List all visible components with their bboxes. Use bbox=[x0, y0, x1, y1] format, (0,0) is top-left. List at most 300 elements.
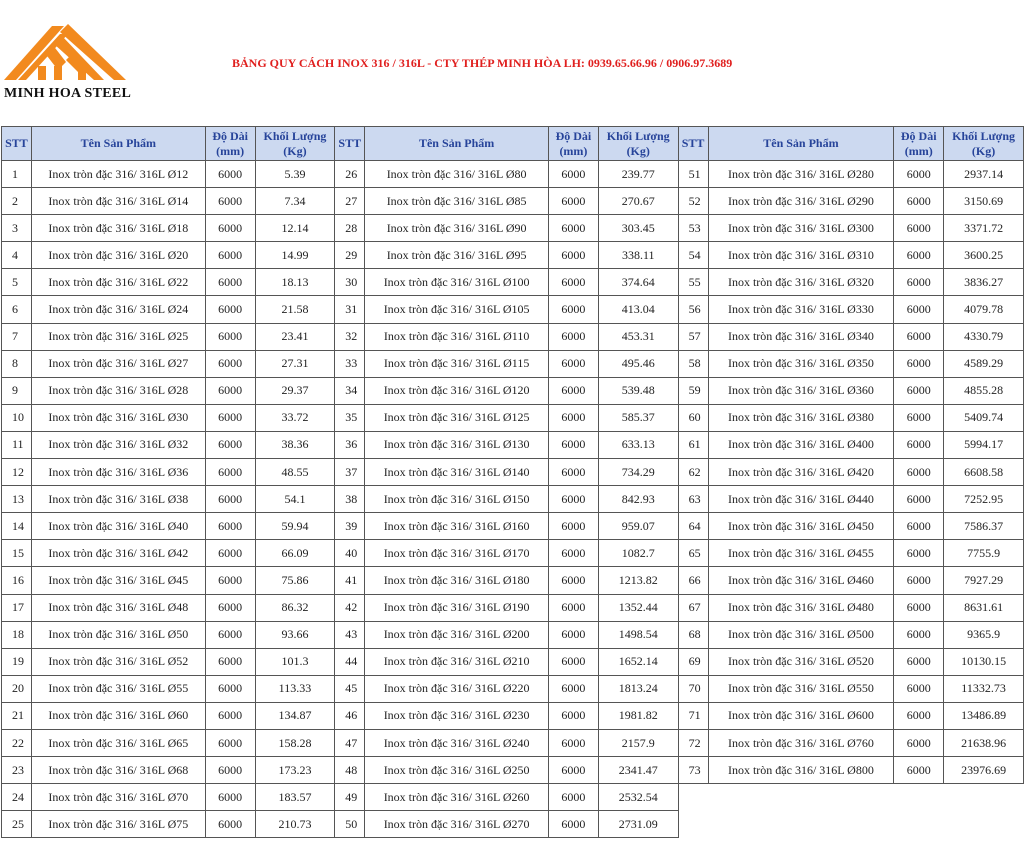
cell-length: 6000 bbox=[205, 621, 255, 648]
cell-name: Inox tròn đặc 316/ 316L Ø90 bbox=[365, 215, 549, 242]
cell-stt: 37 bbox=[335, 459, 365, 486]
cell-length: 6000 bbox=[205, 323, 255, 350]
cell-length: 6000 bbox=[549, 540, 599, 567]
spec-table-body bbox=[2, 161, 1024, 838]
cell-name: Inox tròn đặc 316/ 316L Ø68 bbox=[31, 757, 205, 784]
cell-weight: 10130.15 bbox=[944, 648, 1024, 675]
cell-name: Inox tròn đặc 316/ 316L Ø280 bbox=[708, 161, 894, 188]
cell-weight: 374.64 bbox=[598, 269, 678, 296]
cell-length: 6000 bbox=[549, 323, 599, 350]
spec-table bbox=[1, 126, 1024, 838]
cell-name: Inox tròn đặc 316/ 316L Ø170 bbox=[365, 540, 549, 567]
table-row bbox=[2, 567, 1024, 594]
cell-stt: 29 bbox=[335, 242, 365, 269]
table-row bbox=[2, 161, 1024, 188]
cell-weight: 413.04 bbox=[598, 296, 678, 323]
cell-length: 6000 bbox=[549, 757, 599, 784]
cell-weight: 5.39 bbox=[255, 161, 335, 188]
table-row bbox=[2, 269, 1024, 296]
cell-name: Inox tròn đặc 316/ 316L Ø480 bbox=[708, 594, 894, 621]
cell-name: Inox tròn đặc 316/ 316L Ø115 bbox=[365, 350, 549, 377]
cell-weight: 3836.27 bbox=[944, 269, 1024, 296]
header-stt: STT bbox=[678, 127, 708, 161]
cell-weight: 734.29 bbox=[598, 459, 678, 486]
cell-weight: 8631.61 bbox=[944, 594, 1024, 621]
table-row bbox=[2, 540, 1024, 567]
empty-cell bbox=[678, 811, 708, 838]
cell-length: 6000 bbox=[894, 594, 944, 621]
cell-stt: 56 bbox=[678, 296, 708, 323]
cell-name: Inox tròn đặc 316/ 316L Ø290 bbox=[708, 188, 894, 215]
cell-weight: 134.87 bbox=[255, 702, 335, 729]
cell-length: 6000 bbox=[894, 675, 944, 702]
cell-stt: 18 bbox=[2, 621, 32, 648]
cell-stt: 53 bbox=[678, 215, 708, 242]
cell-weight: 13486.89 bbox=[944, 702, 1024, 729]
header-weight: Khối Lượng (Kg) bbox=[255, 127, 335, 161]
cell-weight: 270.67 bbox=[598, 188, 678, 215]
cell-stt: 49 bbox=[335, 784, 365, 811]
cell-stt: 31 bbox=[335, 296, 365, 323]
cell-weight: 18.13 bbox=[255, 269, 335, 296]
cell-stt: 35 bbox=[335, 404, 365, 431]
cell-name: Inox tròn đặc 316/ 316L Ø24 bbox=[31, 296, 205, 323]
empty-cell bbox=[944, 784, 1024, 811]
cell-stt: 3 bbox=[2, 215, 32, 242]
cell-length: 6000 bbox=[894, 404, 944, 431]
cell-stt: 36 bbox=[335, 431, 365, 458]
cell-stt: 57 bbox=[678, 323, 708, 350]
cell-stt: 23 bbox=[2, 757, 32, 784]
cell-length: 6000 bbox=[549, 215, 599, 242]
cell-name: Inox tròn đặc 316/ 316L Ø55 bbox=[31, 675, 205, 702]
header-stt: STT bbox=[335, 127, 365, 161]
cell-stt: 1 bbox=[2, 161, 32, 188]
table-row bbox=[2, 486, 1024, 513]
cell-length: 6000 bbox=[894, 215, 944, 242]
cell-name: Inox tròn đặc 316/ 316L Ø400 bbox=[708, 431, 894, 458]
cell-length: 6000 bbox=[549, 675, 599, 702]
cell-name: Inox tròn đặc 316/ 316L Ø105 bbox=[365, 296, 549, 323]
cell-stt: 30 bbox=[335, 269, 365, 296]
cell-weight: 7.34 bbox=[255, 188, 335, 215]
cell-stt: 25 bbox=[2, 811, 32, 838]
cell-stt: 65 bbox=[678, 540, 708, 567]
header-name: Tên Sản Phẩm bbox=[31, 127, 205, 161]
cell-weight: 842.93 bbox=[598, 486, 678, 513]
cell-stt: 45 bbox=[335, 675, 365, 702]
cell-length: 6000 bbox=[205, 431, 255, 458]
cell-name: Inox tròn đặc 316/ 316L Ø20 bbox=[31, 242, 205, 269]
cell-name: Inox tròn đặc 316/ 316L Ø12 bbox=[31, 161, 205, 188]
cell-name: Inox tròn đặc 316/ 316L Ø210 bbox=[365, 648, 549, 675]
cell-name: Inox tròn đặc 316/ 316L Ø600 bbox=[708, 702, 894, 729]
cell-length: 6000 bbox=[894, 486, 944, 513]
cell-stt: 47 bbox=[335, 729, 365, 756]
table-row bbox=[2, 242, 1024, 269]
cell-weight: 1498.54 bbox=[598, 621, 678, 648]
cell-weight: 3600.25 bbox=[944, 242, 1024, 269]
table-row bbox=[2, 784, 1024, 811]
cell-length: 6000 bbox=[549, 784, 599, 811]
cell-stt: 19 bbox=[2, 648, 32, 675]
cell-weight: 21.58 bbox=[255, 296, 335, 323]
cell-stt: 59 bbox=[678, 377, 708, 404]
header-weight: Khối Lượng (Kg) bbox=[944, 127, 1024, 161]
cell-stt: 67 bbox=[678, 594, 708, 621]
cell-weight: 959.07 bbox=[598, 513, 678, 540]
cell-stt: 22 bbox=[2, 729, 32, 756]
cell-name: Inox tròn đặc 316/ 316L Ø190 bbox=[365, 594, 549, 621]
cell-stt: 24 bbox=[2, 784, 32, 811]
cell-length: 6000 bbox=[205, 675, 255, 702]
cell-stt: 71 bbox=[678, 702, 708, 729]
cell-name: Inox tròn đặc 316/ 316L Ø125 bbox=[365, 404, 549, 431]
cell-weight: 4330.79 bbox=[944, 323, 1024, 350]
cell-length: 6000 bbox=[894, 188, 944, 215]
cell-stt: 55 bbox=[678, 269, 708, 296]
cell-name: Inox tròn đặc 316/ 316L Ø380 bbox=[708, 404, 894, 431]
cell-name: Inox tròn đặc 316/ 316L Ø440 bbox=[708, 486, 894, 513]
header-length: Độ Dài (mm) bbox=[549, 127, 599, 161]
cell-name: Inox tròn đặc 316/ 316L Ø60 bbox=[31, 702, 205, 729]
cell-weight: 585.37 bbox=[598, 404, 678, 431]
cell-weight: 12.14 bbox=[255, 215, 335, 242]
cell-length: 6000 bbox=[205, 242, 255, 269]
cell-name: Inox tròn đặc 316/ 316L Ø160 bbox=[365, 513, 549, 540]
cell-stt: 44 bbox=[335, 648, 365, 675]
cell-stt: 43 bbox=[335, 621, 365, 648]
cell-weight: 93.66 bbox=[255, 621, 335, 648]
cell-stt: 38 bbox=[335, 486, 365, 513]
cell-weight: 27.31 bbox=[255, 350, 335, 377]
table-row bbox=[2, 431, 1024, 458]
cell-stt: 27 bbox=[335, 188, 365, 215]
cell-length: 6000 bbox=[205, 594, 255, 621]
cell-name: Inox tròn đặc 316/ 316L Ø300 bbox=[708, 215, 894, 242]
cell-length: 6000 bbox=[894, 350, 944, 377]
table-row bbox=[2, 811, 1024, 838]
empty-cell bbox=[894, 811, 944, 838]
cell-length: 6000 bbox=[205, 784, 255, 811]
cell-name: Inox tròn đặc 316/ 316L Ø200 bbox=[365, 621, 549, 648]
cell-length: 6000 bbox=[205, 269, 255, 296]
cell-stt: 68 bbox=[678, 621, 708, 648]
cell-length: 6000 bbox=[549, 811, 599, 838]
cell-length: 6000 bbox=[205, 567, 255, 594]
cell-weight: 7586.37 bbox=[944, 513, 1024, 540]
cell-stt: 2 bbox=[2, 188, 32, 215]
cell-weight: 86.32 bbox=[255, 594, 335, 621]
cell-name: Inox tròn đặc 316/ 316L Ø520 bbox=[708, 648, 894, 675]
cell-weight: 33.72 bbox=[255, 404, 335, 431]
cell-stt: 13 bbox=[2, 486, 32, 513]
cell-name: Inox tròn đặc 316/ 316L Ø38 bbox=[31, 486, 205, 513]
cell-weight: 1981.82 bbox=[598, 702, 678, 729]
cell-stt: 60 bbox=[678, 404, 708, 431]
cell-weight: 303.45 bbox=[598, 215, 678, 242]
cell-length: 6000 bbox=[894, 513, 944, 540]
cell-stt: 61 bbox=[678, 431, 708, 458]
cell-weight: 59.94 bbox=[255, 513, 335, 540]
cell-stt: 64 bbox=[678, 513, 708, 540]
cell-length: 6000 bbox=[549, 242, 599, 269]
table-row bbox=[2, 215, 1024, 242]
cell-length: 6000 bbox=[549, 404, 599, 431]
cell-stt: 66 bbox=[678, 567, 708, 594]
cell-length: 6000 bbox=[205, 513, 255, 540]
cell-weight: 14.99 bbox=[255, 242, 335, 269]
cell-length: 6000 bbox=[549, 486, 599, 513]
cell-weight: 1652.14 bbox=[598, 648, 678, 675]
cell-stt: 46 bbox=[335, 702, 365, 729]
cell-weight: 158.28 bbox=[255, 729, 335, 756]
table-row bbox=[2, 621, 1024, 648]
cell-weight: 3371.72 bbox=[944, 215, 1024, 242]
cell-name: Inox tròn đặc 316/ 316L Ø48 bbox=[31, 594, 205, 621]
cell-stt: 4 bbox=[2, 242, 32, 269]
cell-stt: 48 bbox=[335, 757, 365, 784]
cell-length: 6000 bbox=[205, 350, 255, 377]
cell-name: Inox tròn đặc 316/ 316L Ø140 bbox=[365, 459, 549, 486]
cell-length: 6000 bbox=[205, 729, 255, 756]
cell-name: Inox tròn đặc 316/ 316L Ø110 bbox=[365, 323, 549, 350]
cell-name: Inox tròn đặc 316/ 316L Ø30 bbox=[31, 404, 205, 431]
cell-length: 6000 bbox=[894, 242, 944, 269]
cell-length: 6000 bbox=[894, 702, 944, 729]
table-row bbox=[2, 675, 1024, 702]
cell-name: Inox tròn đặc 316/ 316L Ø230 bbox=[365, 702, 549, 729]
cell-name: Inox tròn đặc 316/ 316L Ø460 bbox=[708, 567, 894, 594]
cell-length: 6000 bbox=[549, 648, 599, 675]
cell-weight: 3150.69 bbox=[944, 188, 1024, 215]
header-stt: STT bbox=[2, 127, 32, 161]
cell-weight: 1352.44 bbox=[598, 594, 678, 621]
cell-name: Inox tròn đặc 316/ 316L Ø550 bbox=[708, 675, 894, 702]
cell-length: 6000 bbox=[205, 648, 255, 675]
cell-weight: 183.57 bbox=[255, 784, 335, 811]
cell-weight: 239.77 bbox=[598, 161, 678, 188]
cell-weight: 1813.24 bbox=[598, 675, 678, 702]
cell-stt: 17 bbox=[2, 594, 32, 621]
cell-name: Inox tròn đặc 316/ 316L Ø36 bbox=[31, 459, 205, 486]
cell-length: 6000 bbox=[549, 431, 599, 458]
cell-weight: 1213.82 bbox=[598, 567, 678, 594]
cell-name: Inox tròn đặc 316/ 316L Ø28 bbox=[31, 377, 205, 404]
cell-name: Inox tròn đặc 316/ 316L Ø330 bbox=[708, 296, 894, 323]
cell-length: 6000 bbox=[205, 296, 255, 323]
cell-length: 6000 bbox=[894, 729, 944, 756]
cell-stt: 34 bbox=[335, 377, 365, 404]
cell-stt: 58 bbox=[678, 350, 708, 377]
cell-weight: 2341.47 bbox=[598, 757, 678, 784]
cell-name: Inox tròn đặc 316/ 316L Ø100 bbox=[365, 269, 549, 296]
cell-length: 6000 bbox=[894, 757, 944, 784]
cell-weight: 54.1 bbox=[255, 486, 335, 513]
cell-name: Inox tròn đặc 316/ 316L Ø120 bbox=[365, 377, 549, 404]
cell-weight: 6608.58 bbox=[944, 459, 1024, 486]
cell-name: Inox tròn đặc 316/ 316L Ø45 bbox=[31, 567, 205, 594]
cell-length: 6000 bbox=[205, 188, 255, 215]
cell-name: Inox tròn đặc 316/ 316L Ø27 bbox=[31, 350, 205, 377]
cell-weight: 2532.54 bbox=[598, 784, 678, 811]
cell-length: 6000 bbox=[205, 540, 255, 567]
table-row bbox=[2, 757, 1024, 784]
cell-stt: 16 bbox=[2, 567, 32, 594]
cell-name: Inox tròn đặc 316/ 316L Ø70 bbox=[31, 784, 205, 811]
table-row bbox=[2, 459, 1024, 486]
cell-name: Inox tròn đặc 316/ 316L Ø50 bbox=[31, 621, 205, 648]
cell-stt: 72 bbox=[678, 729, 708, 756]
cell-stt: 70 bbox=[678, 675, 708, 702]
header-name: Tên Sản Phẩm bbox=[365, 127, 549, 161]
cell-name: Inox tròn đặc 316/ 316L Ø85 bbox=[365, 188, 549, 215]
cell-stt: 10 bbox=[2, 404, 32, 431]
cell-length: 6000 bbox=[894, 459, 944, 486]
cell-weight: 23976.69 bbox=[944, 757, 1024, 784]
cell-weight: 539.48 bbox=[598, 377, 678, 404]
header-length: Độ Dài (mm) bbox=[205, 127, 255, 161]
cell-stt: 73 bbox=[678, 757, 708, 784]
cell-weight: 7252.95 bbox=[944, 486, 1024, 513]
cell-name: Inox tròn đặc 316/ 316L Ø320 bbox=[708, 269, 894, 296]
table-row bbox=[2, 513, 1024, 540]
cell-stt: 51 bbox=[678, 161, 708, 188]
table-row bbox=[2, 188, 1024, 215]
cell-weight: 2731.09 bbox=[598, 811, 678, 838]
cell-weight: 4079.78 bbox=[944, 296, 1024, 323]
cell-length: 6000 bbox=[205, 459, 255, 486]
cell-length: 6000 bbox=[549, 567, 599, 594]
cell-name: Inox tròn đặc 316/ 316L Ø455 bbox=[708, 540, 894, 567]
cell-name: Inox tròn đặc 316/ 316L Ø75 bbox=[31, 811, 205, 838]
cell-name: Inox tròn đặc 316/ 316L Ø40 bbox=[31, 513, 205, 540]
cell-length: 6000 bbox=[894, 431, 944, 458]
cell-weight: 7927.29 bbox=[944, 567, 1024, 594]
cell-weight: 75.86 bbox=[255, 567, 335, 594]
cell-stt: 50 bbox=[335, 811, 365, 838]
cell-length: 6000 bbox=[549, 729, 599, 756]
cell-name: Inox tròn đặc 316/ 316L Ø220 bbox=[365, 675, 549, 702]
cell-weight: 7755.9 bbox=[944, 540, 1024, 567]
header-length: Độ Dài (mm) bbox=[894, 127, 944, 161]
cell-weight: 4855.28 bbox=[944, 377, 1024, 404]
table-row bbox=[2, 648, 1024, 675]
table-row bbox=[2, 404, 1024, 431]
cell-name: Inox tròn đặc 316/ 316L Ø450 bbox=[708, 513, 894, 540]
cell-name: Inox tròn đặc 316/ 316L Ø52 bbox=[31, 648, 205, 675]
cell-weight: 173.23 bbox=[255, 757, 335, 784]
table-row bbox=[2, 702, 1024, 729]
cell-name: Inox tròn đặc 316/ 316L Ø150 bbox=[365, 486, 549, 513]
page-title: BẢNG QUY CÁCH INOX 316 / 316L - CTY THÉP MINH HÒA LH: 0939.65.66.96 / 0906.97.3689 bbox=[232, 56, 733, 70]
header-weight: Khối Lượng (Kg) bbox=[598, 127, 678, 161]
cell-weight: 210.73 bbox=[255, 811, 335, 838]
cell-name: Inox tròn đặc 316/ 316L Ø32 bbox=[31, 431, 205, 458]
cell-weight: 11332.73 bbox=[944, 675, 1024, 702]
cell-stt: 41 bbox=[335, 567, 365, 594]
empty-cell bbox=[678, 784, 708, 811]
cell-stt: 26 bbox=[335, 161, 365, 188]
cell-stt: 69 bbox=[678, 648, 708, 675]
cell-name: Inox tròn đặc 316/ 316L Ø500 bbox=[708, 621, 894, 648]
cell-stt: 63 bbox=[678, 486, 708, 513]
cell-name: Inox tròn đặc 316/ 316L Ø260 bbox=[365, 784, 549, 811]
cell-weight: 1082.7 bbox=[598, 540, 678, 567]
cell-weight: 29.37 bbox=[255, 377, 335, 404]
cell-length: 6000 bbox=[894, 377, 944, 404]
table-row bbox=[2, 296, 1024, 323]
cell-stt: 21 bbox=[2, 702, 32, 729]
cell-weight: 23.41 bbox=[255, 323, 335, 350]
cell-name: Inox tròn đặc 316/ 316L Ø760 bbox=[708, 729, 894, 756]
cell-name: Inox tròn đặc 316/ 316L Ø95 bbox=[365, 242, 549, 269]
cell-length: 6000 bbox=[205, 161, 255, 188]
cell-name: Inox tròn đặc 316/ 316L Ø360 bbox=[708, 377, 894, 404]
cell-length: 6000 bbox=[549, 621, 599, 648]
cell-length: 6000 bbox=[549, 350, 599, 377]
cell-name: Inox tròn đặc 316/ 316L Ø180 bbox=[365, 567, 549, 594]
cell-weight: 9365.9 bbox=[944, 621, 1024, 648]
cell-name: Inox tròn đặc 316/ 316L Ø42 bbox=[31, 540, 205, 567]
cell-length: 6000 bbox=[549, 513, 599, 540]
cell-weight: 5409.74 bbox=[944, 404, 1024, 431]
cell-length: 6000 bbox=[894, 648, 944, 675]
cell-length: 6000 bbox=[205, 811, 255, 838]
cell-weight: 495.46 bbox=[598, 350, 678, 377]
empty-cell bbox=[708, 784, 894, 811]
cell-stt: 42 bbox=[335, 594, 365, 621]
cell-length: 6000 bbox=[205, 215, 255, 242]
cell-length: 6000 bbox=[894, 621, 944, 648]
cell-name: Inox tròn đặc 316/ 316L Ø18 bbox=[31, 215, 205, 242]
cell-stt: 39 bbox=[335, 513, 365, 540]
cell-length: 6000 bbox=[549, 161, 599, 188]
cell-length: 6000 bbox=[549, 296, 599, 323]
cell-stt: 14 bbox=[2, 513, 32, 540]
cell-stt: 5 bbox=[2, 269, 32, 296]
cell-name: Inox tròn đặc 316/ 316L Ø270 bbox=[365, 811, 549, 838]
cell-weight: 5994.17 bbox=[944, 431, 1024, 458]
table-row bbox=[2, 377, 1024, 404]
cell-length: 6000 bbox=[205, 486, 255, 513]
cell-length: 6000 bbox=[549, 702, 599, 729]
cell-length: 6000 bbox=[894, 540, 944, 567]
cell-weight: 453.31 bbox=[598, 323, 678, 350]
cell-weight: 633.13 bbox=[598, 431, 678, 458]
cell-name: Inox tròn đặc 316/ 316L Ø310 bbox=[708, 242, 894, 269]
cell-length: 6000 bbox=[894, 296, 944, 323]
cell-length: 6000 bbox=[205, 404, 255, 431]
cell-stt: 6 bbox=[2, 296, 32, 323]
cell-name: Inox tròn đặc 316/ 316L Ø350 bbox=[708, 350, 894, 377]
cell-name: Inox tròn đặc 316/ 316L Ø80 bbox=[365, 161, 549, 188]
cell-stt: 15 bbox=[2, 540, 32, 567]
cell-name: Inox tròn đặc 316/ 316L Ø250 bbox=[365, 757, 549, 784]
cell-weight: 2157.9 bbox=[598, 729, 678, 756]
cell-stt: 62 bbox=[678, 459, 708, 486]
cell-length: 6000 bbox=[549, 377, 599, 404]
cell-stt: 20 bbox=[2, 675, 32, 702]
cell-stt: 9 bbox=[2, 377, 32, 404]
table-row bbox=[2, 350, 1024, 377]
table-row bbox=[2, 729, 1024, 756]
empty-cell bbox=[894, 784, 944, 811]
cell-name: Inox tròn đặc 316/ 316L Ø25 bbox=[31, 323, 205, 350]
cell-length: 6000 bbox=[549, 459, 599, 486]
cell-weight: 21638.96 bbox=[944, 729, 1024, 756]
cell-stt: 11 bbox=[2, 431, 32, 458]
